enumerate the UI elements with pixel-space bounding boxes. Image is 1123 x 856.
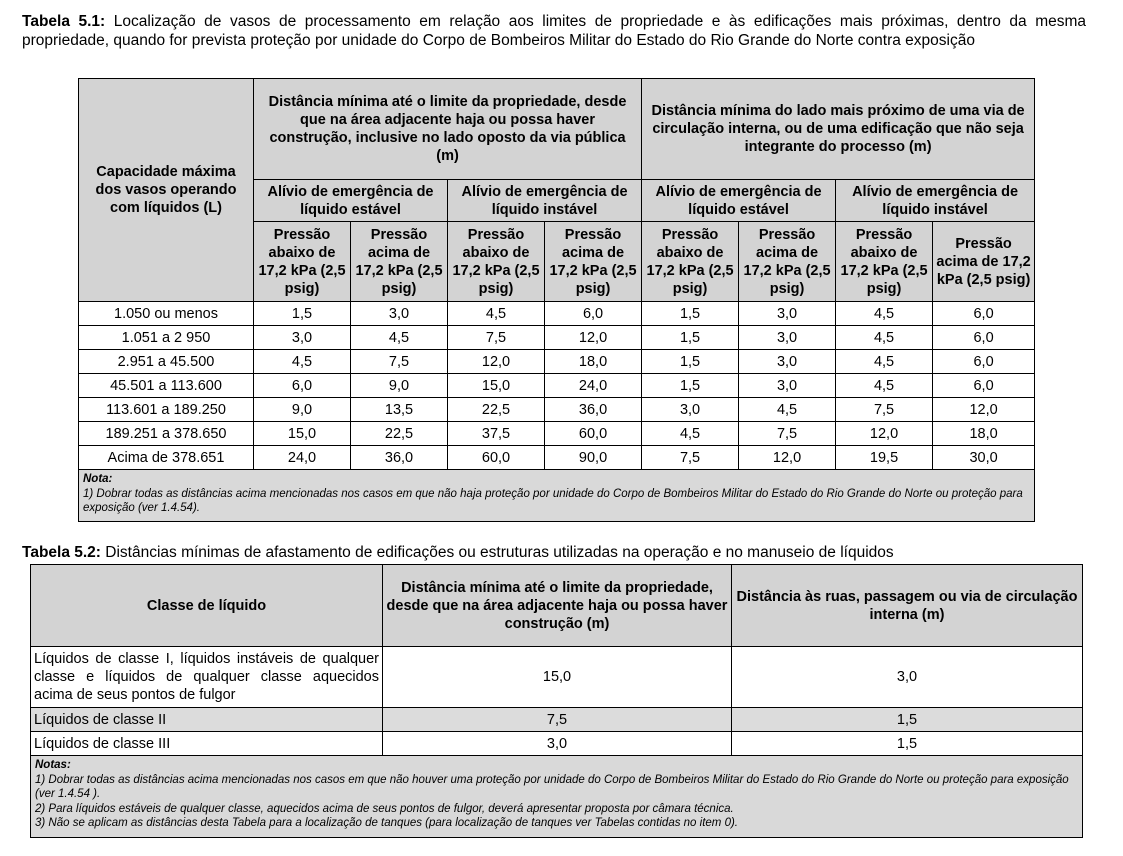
table1-cell: 60,0 (448, 446, 545, 470)
table1-cell: 37,5 (448, 422, 545, 446)
table1-cell: 9,0 (254, 398, 351, 422)
table1-sub-unstable-a: Alívio de emergência de líquido instável (448, 180, 642, 222)
table1-cell: 3,0 (254, 326, 351, 350)
table1-cell: 4,5 (836, 302, 933, 326)
table1-cell: 6,0 (933, 350, 1035, 374)
table1-cell: 6,0 (254, 374, 351, 398)
table1-cell: 1,5 (642, 302, 739, 326)
table1-cell: 1,5 (642, 374, 739, 398)
table1-note-1: 1) Dobrar todas as distâncias acima mencionadas nos casos em que não haja proteção por unidade do Corpo de Bombeiros Militar do Estado do Rio Grande do Norte ou proteção para exposição (ver 1.4.54). (83, 487, 1023, 514)
table1-cell: 12,0 (545, 326, 642, 350)
table1-cell: 3,0 (739, 374, 836, 398)
table2-note-2: 2) Para líquidos estáveis de qualquer classe, aquecidos acima de seus pontos de fulgor, deverá apresentar proposta por câmara técnica. (35, 802, 734, 815)
table1-row (79, 398, 1035, 422)
table1-sub-stable-b: Alívio de emergência de líquido estável (642, 180, 836, 222)
table1-row (79, 374, 1035, 398)
table2-row (31, 647, 1083, 708)
table2-cell: Líquidos de classe I, líquidos instáveis de qualquer classe e líquidos de qualquer classe aquecidos acima de seus pontos de fulgor (31, 647, 383, 708)
table1-cell: 12,0 (933, 398, 1035, 422)
table1-cell: 4,5 (836, 350, 933, 374)
table1-press-below: Pressão abaixo de 17,2 kPa (2,5 psig) (642, 222, 739, 302)
table1-cell: 30,0 (933, 446, 1035, 470)
table1-press-below: Pressão abaixo de 17,2 kPa (2,5 psig) (836, 222, 933, 302)
table2-caption-label: Tabela 5.2: (22, 544, 101, 561)
table1-cell: 4,5 (836, 374, 933, 398)
table1-cell: 7,5 (836, 398, 933, 422)
table1-row (79, 326, 1035, 350)
table1-cell: 24,0 (254, 446, 351, 470)
table1-cell: 60,0 (545, 422, 642, 446)
table1-cell: 6,0 (933, 326, 1035, 350)
table1-cell: 3,0 (351, 302, 448, 326)
table1-cell: 3,0 (642, 398, 739, 422)
table1-cell: 45.501 a 113.600 (79, 374, 254, 398)
table1-sub-stable-a: Alívio de emergência de líquido estável (254, 180, 448, 222)
table1-cell: 6,0 (933, 374, 1035, 398)
table1-cell: 36,0 (545, 398, 642, 422)
table1-cell: 19,5 (836, 446, 933, 470)
table1-caption-label: Tabela 5.1: (22, 13, 106, 30)
table1-press-above: Pressão acima de 17,2 kPa (2,5 psig) (351, 222, 448, 302)
table1-sub-unstable-b: Alívio de emergência de líquido instável (836, 180, 1035, 222)
table1-cell: 6,0 (933, 302, 1035, 326)
table2-cell: Líquidos de classe III (31, 732, 383, 756)
table2-notes (31, 756, 1083, 838)
table1-caption-text: Localização de vasos de processamento em relação aos limites de propriedade e às edificações mais próximas, dentro da mesma propriedade, quando for prevista proteção por unidade do Corpo de Bombeiros Militar do Estado do Rio Grande do Norte contra exposição (22, 13, 1087, 49)
table1-cell: 18,0 (545, 350, 642, 374)
table1-cell: 1,5 (642, 350, 739, 374)
table1-cell: 1,5 (254, 302, 351, 326)
table2-cell: 15,0 (383, 647, 732, 708)
table1-cell: 36,0 (351, 446, 448, 470)
table1-cell: 22,5 (351, 422, 448, 446)
table1-cell: 18,0 (933, 422, 1035, 446)
table1-cell: 3,0 (739, 350, 836, 374)
table1-cell: 3,0 (739, 326, 836, 350)
table2-cell: 3,0 (732, 647, 1083, 708)
table2-header-class: Classe de líquido (31, 565, 383, 647)
table2-cell: 1,5 (732, 708, 1083, 732)
table2-caption-text: Distâncias mínimas de afastamento de edificações ou estruturas utilizadas na operação e no manuseio de líquidos (100, 544, 894, 561)
table1-cell: 90,0 (545, 446, 642, 470)
table2-note-3: 3) Não se aplicam as distâncias desta Tabela para a localização de tanques (para localização de tanques ver Tabelas contidas no item 0). (35, 817, 738, 829)
table1-cell: 12,0 (448, 350, 545, 374)
table1-press-above: Pressão acima de 17,2 kPa (2,5 psig) (739, 222, 836, 302)
table1-cell: 4,5 (642, 422, 739, 446)
table1-cell: 2.951 a 45.500 (79, 350, 254, 374)
table1-row (79, 302, 1035, 326)
table1-cell: 3,0 (739, 302, 836, 326)
table1-note-title: Nota: (83, 473, 113, 485)
table1-cell: 7,5 (351, 350, 448, 374)
table1-cell: 7,5 (642, 446, 739, 470)
table2-cell: 1,5 (732, 732, 1083, 756)
table1-row (79, 446, 1035, 470)
table1-header-internal-road: Distância mínima do lado mais próximo de uma via de circulação interna, ou de uma edificação que não seja integrante do processo (m) (642, 79, 1035, 180)
table1-press-above: Pressão acima de 17,2 kPa (2,5 psig) (545, 222, 642, 302)
table1-cell: 4,5 (448, 302, 545, 326)
table1-cell: 1,5 (642, 326, 739, 350)
table1-cell: 12,0 (836, 422, 933, 446)
table1-cell: 4,5 (254, 350, 351, 374)
table2-row (31, 708, 1083, 732)
table2-header-streets: Distância às ruas, passagem ou via de circulação interna (m) (732, 565, 1083, 647)
table2-header-property: Distância mínima até o limite da propriedade, desde que na área adjacente haja ou possa haver construção (m) (383, 565, 732, 647)
table1-cell: 7,5 (739, 422, 836, 446)
table1-cell: 7,5 (448, 326, 545, 350)
table1-cell: 1.050 ou menos (79, 302, 254, 326)
table2-note-title: Notas: (35, 759, 71, 771)
table1-cell: 13,5 (351, 398, 448, 422)
table1-row (79, 350, 1035, 374)
table1-cell: 6,0 (545, 302, 642, 326)
table2-cell: 3,0 (383, 732, 732, 756)
table1-cell: 22,5 (448, 398, 545, 422)
table2-note-1: 1) Dobrar todas as distâncias acima mencionadas nos casos em que não houver uma proteção por unidade do Corpo de Bombeiros Militar do Estado do Rio Grande do Norte ou proteção para exposição (ver 1.4.54 ). (35, 773, 1069, 800)
table2-cell: Líquidos de classe II (31, 708, 383, 732)
table2-cell: 7,5 (383, 708, 732, 732)
table1-cell: 15,0 (448, 374, 545, 398)
table2-row (31, 732, 1083, 756)
table1-header-capacity: Capacidade máxima dos vasos operando com líquidos (L) (79, 79, 254, 302)
table1-press-above: Pressão acima de 17,2 kPa (2,5 psig) (933, 222, 1035, 302)
table1-cell: 4,5 (739, 398, 836, 422)
table1-caption (22, 12, 1086, 50)
table1-note (79, 470, 1035, 522)
table1-cell: 9,0 (351, 374, 448, 398)
table1-cell: 24,0 (545, 374, 642, 398)
table1 (78, 78, 1035, 522)
table1-header-property-limit: Distância mínima até o limite da propriedade, desde que na área adjacente haja ou possa haver construção, inclusive no lado oposto da via pública (m) (254, 79, 642, 180)
table1-row (79, 422, 1035, 446)
table1-cell: 15,0 (254, 422, 351, 446)
table1-cell: 1.051 a 2 950 (79, 326, 254, 350)
table1-press-below: Pressão abaixo de 17,2 kPa (2,5 psig) (448, 222, 545, 302)
table1-cell: 4,5 (351, 326, 448, 350)
table1-cell: 189.251 a 378.650 (79, 422, 254, 446)
table1-cell: Acima de 378.651 (79, 446, 254, 470)
table1-cell: 113.601 a 189.250 (79, 398, 254, 422)
table2-caption (22, 543, 1086, 562)
table1-cell: 4,5 (836, 326, 933, 350)
table2 (30, 564, 1083, 838)
table1-press-below: Pressão abaixo de 17,2 kPa (2,5 psig) (254, 222, 351, 302)
table1-cell: 12,0 (739, 446, 836, 470)
